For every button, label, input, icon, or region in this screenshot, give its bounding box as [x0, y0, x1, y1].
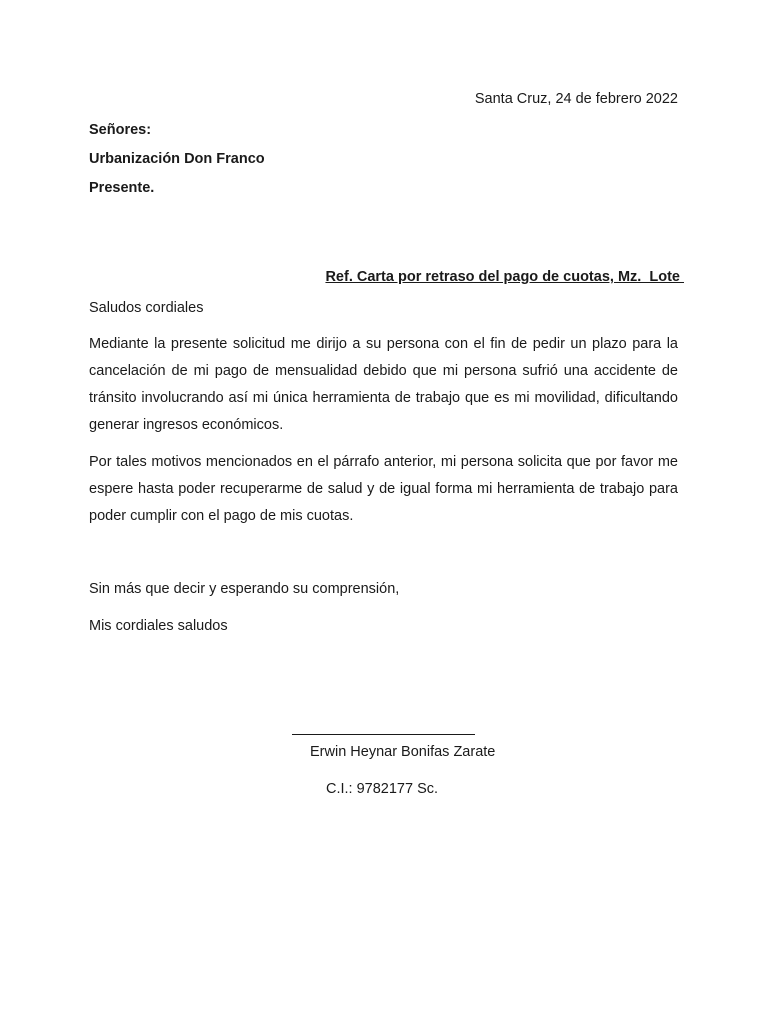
body-paragraph-1: Mediante la presente solicitud me dirijo a su persona con el fin de pedir un plazo para la cancelación de mi pago de mensualidad debido que mi persona sufrió una accidente de tránsito involucrando así mi única herramienta de trabajo que es mi movilidad, dificultando generar ingresos económicos. — [89, 336, 678, 433]
signer-id: C.I.: 9782177 Sc. — [326, 781, 439, 797]
recipient-name: Urbanización Don Franco — [89, 151, 265, 167]
closing-line-2: Mis cordiales saludos — [89, 618, 228, 634]
signature-line — [292, 734, 475, 735]
body-paragraph-2: Por tales motivos mencionados en el párrafo anterior, mi persona solicita que por favor me espere hasta poder recuperarme de salud y de igual forma mi herramienta de trabajo para poder cumplir con el pago de mis cuotas. — [89, 454, 678, 524]
closing-line-1: Sin más que decir y esperando su comprensión, — [89, 581, 400, 597]
reference-line: Ref. Carta por retraso del pago de cuotas, Mz. Lote — [325, 269, 684, 285]
salutation: Saludos cordiales — [89, 300, 204, 316]
signer-name: Erwin Heynar Bonifas Zarate — [310, 744, 496, 760]
recipient-greeting: Señores: — [89, 122, 152, 138]
recipient-presente: Presente. — [89, 180, 155, 196]
letter-date: Santa Cruz, 24 de febrero 2022 — [474, 91, 678, 107]
